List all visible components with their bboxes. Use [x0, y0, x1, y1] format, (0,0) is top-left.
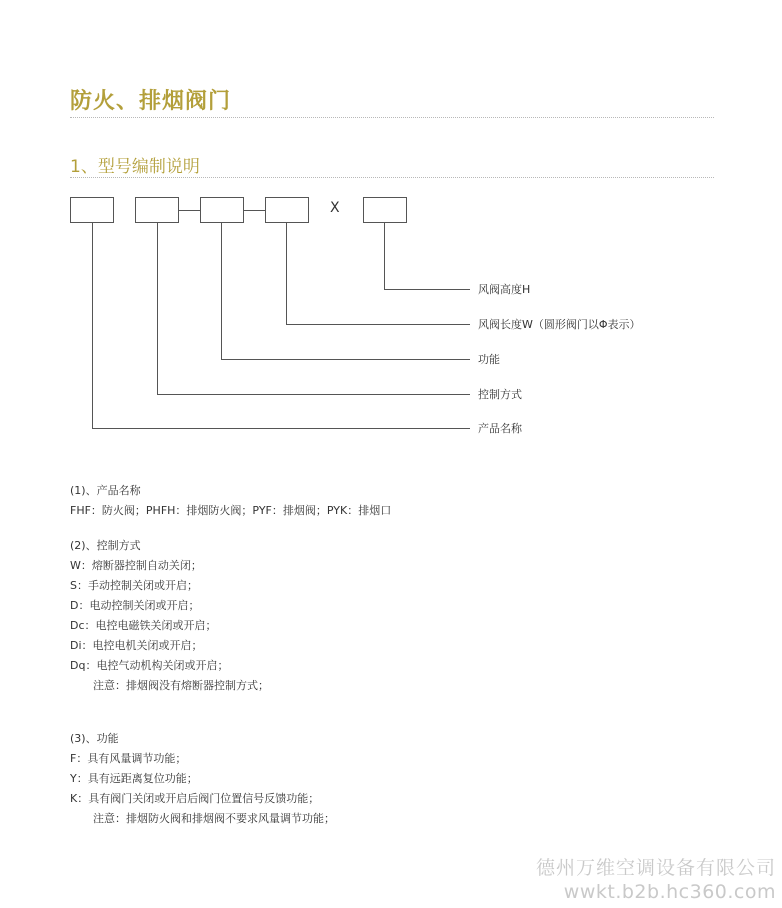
- leader-control: [158, 223, 471, 395]
- control-line: Dq：电控气动机构关闭或开启；: [70, 659, 229, 672]
- control-line: D：电动控制关闭或开启；: [70, 599, 200, 612]
- watermark-company: 德州万维空调设备有限公司: [535, 857, 776, 879]
- label-function: 功能: [478, 353, 500, 366]
- watermark: [536, 856, 776, 904]
- product-section: [70, 481, 391, 521]
- control-line: Dc：电控电磁铁关闭或开启；: [70, 619, 217, 632]
- code-box-control: [136, 198, 179, 223]
- function-section: [70, 729, 335, 829]
- label-width: 风阀长度W（圆形阀门以Φ表示）: [478, 318, 641, 331]
- page-title: 防火、排烟阀门: [70, 89, 232, 114]
- leader-width: [287, 223, 471, 325]
- control-line: Di：电控电机关闭或开启；: [70, 639, 203, 652]
- function-note: 注意：排烟防火阀和排烟阀不要求风量调节功能；: [93, 812, 335, 825]
- control-section: [70, 536, 269, 696]
- code-box-product: [71, 198, 114, 223]
- control-line: W：熔断器控制自动关闭；: [70, 559, 202, 572]
- function-line: F：具有风量调节功能；: [70, 752, 187, 765]
- control-heading: (2)、控制方式: [70, 539, 141, 552]
- product-heading: (1)、产品名称: [70, 484, 141, 497]
- code-box-function: [201, 198, 244, 223]
- leader-function: [222, 223, 471, 360]
- code-box-height: [364, 198, 407, 223]
- function-heading: (3)、功能: [70, 732, 119, 745]
- leader-height: [385, 223, 471, 290]
- product-line: FHF：防火阀；PHFH：排烟防火阀；PYF：排烟阀；PYK：排烟口: [70, 504, 392, 517]
- control-note: 注意：排烟阀没有熔断器控制方式；: [93, 679, 269, 692]
- control-line: S：手动控制关闭或开启；: [70, 579, 198, 592]
- label-product: 产品名称: [478, 422, 522, 435]
- section-title: 1、型号编制说明: [70, 157, 200, 177]
- leader-product: [93, 223, 471, 429]
- label-control: 控制方式: [478, 388, 522, 401]
- code-box-width: [266, 198, 309, 223]
- function-line: Y：具有远距离复位功能；: [70, 772, 198, 785]
- label-height: 风阀高度H: [478, 283, 531, 296]
- multiply-mark: X: [330, 200, 340, 216]
- function-line: K：具有阀门关闭或开启后阀门位置信号反馈功能；: [70, 792, 320, 805]
- watermark-url: wwkt.b2b.hc360.com: [563, 881, 776, 903]
